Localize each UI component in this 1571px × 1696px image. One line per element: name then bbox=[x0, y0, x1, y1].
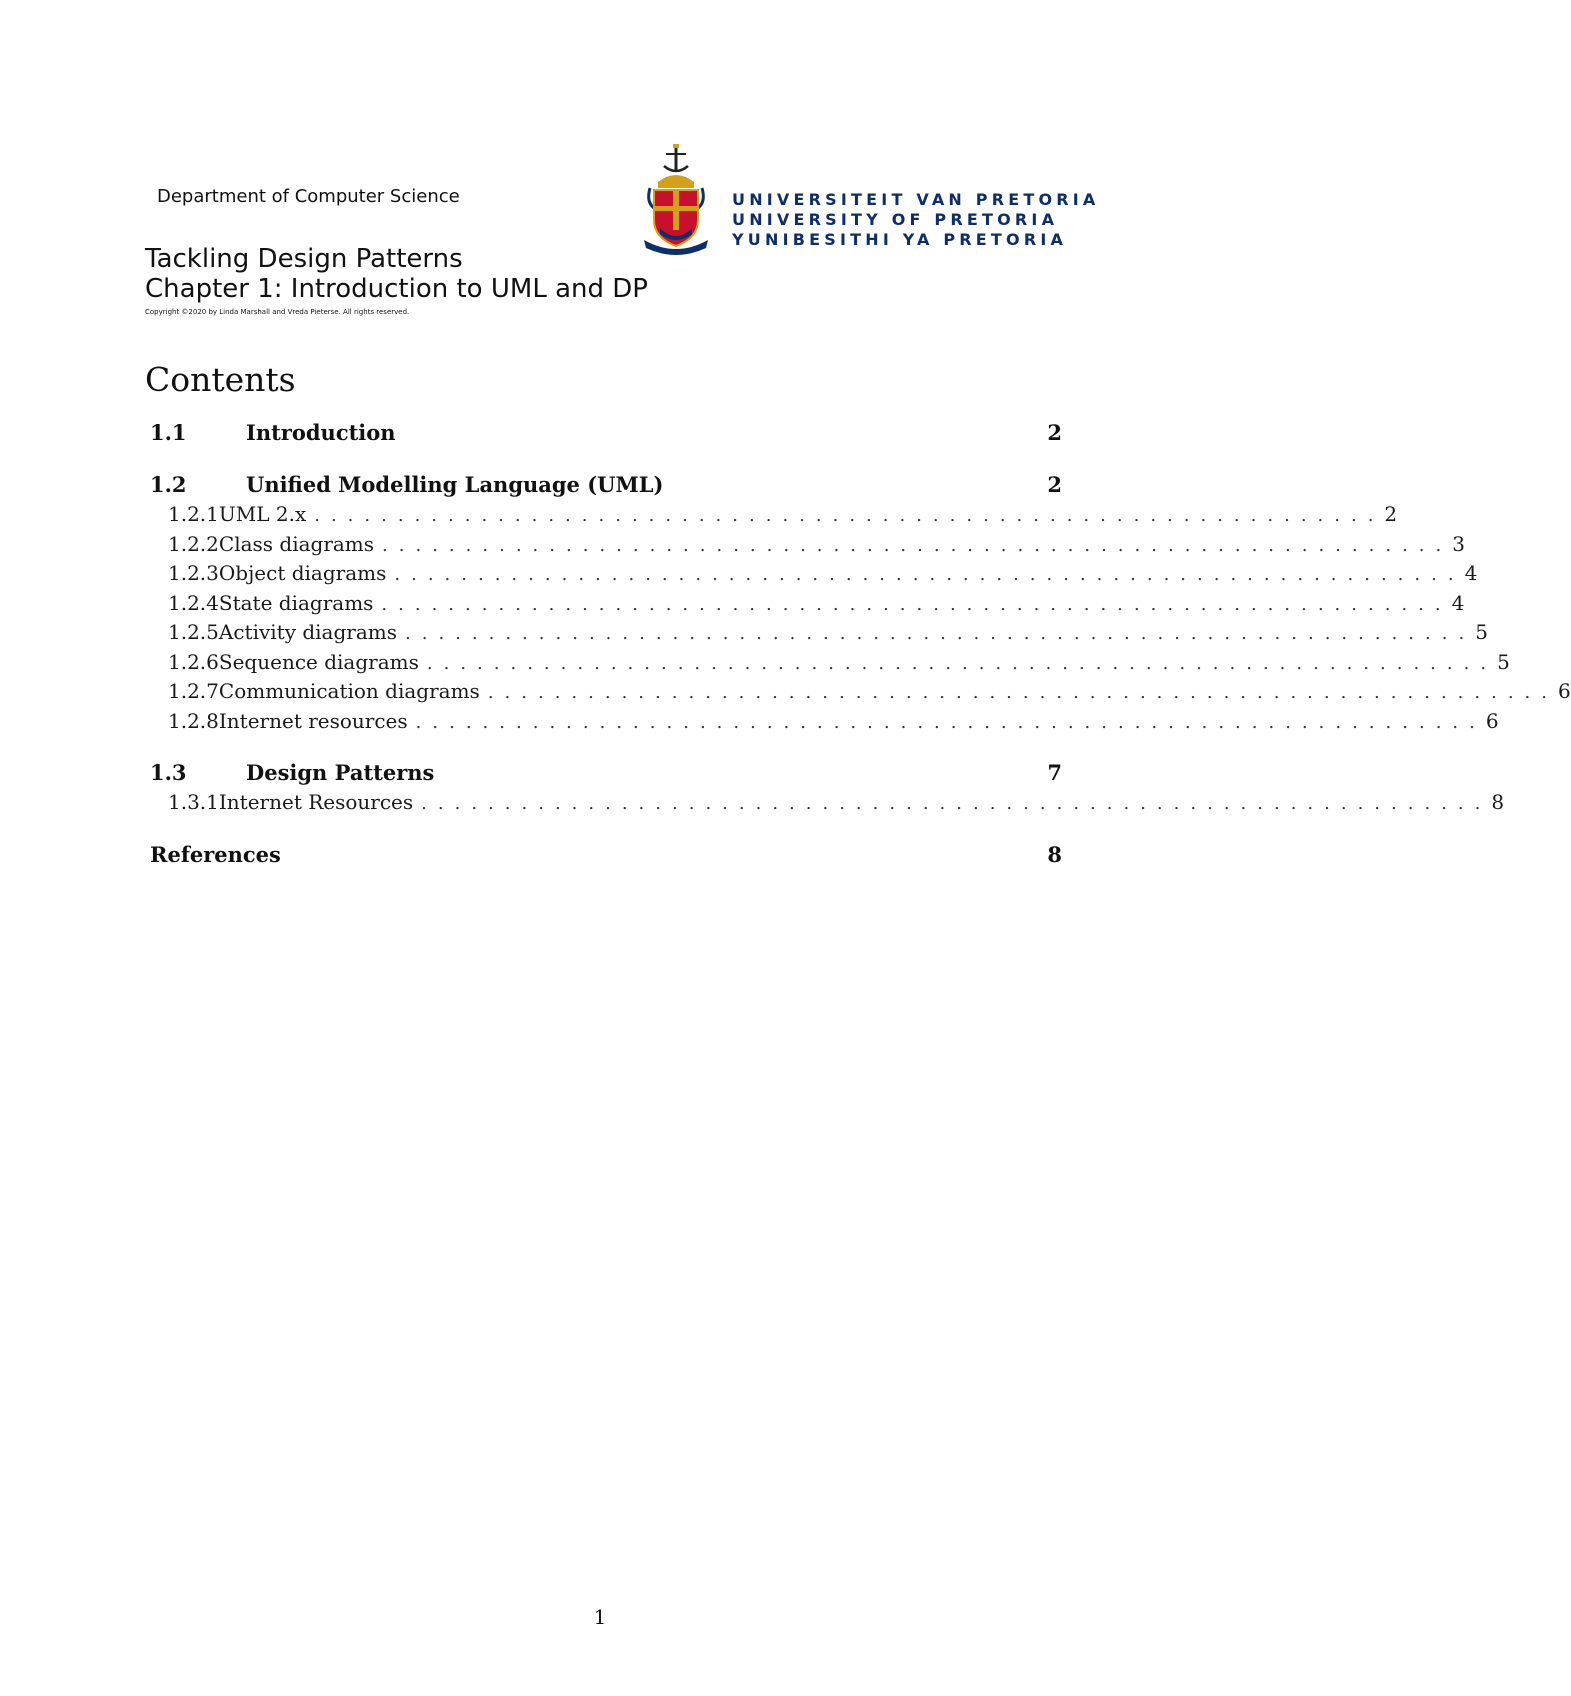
toc-section[interactable] bbox=[150, 472, 1062, 502]
contents-heading: Contents bbox=[145, 360, 296, 399]
toc-references[interactable] bbox=[150, 842, 1062, 872]
toc-section-page: 7 bbox=[1047, 760, 1062, 785]
toc-dot-leader: ................................................................ bbox=[415, 711, 1486, 733]
toc-dot-leader: ................................................................ bbox=[314, 505, 1385, 526]
title-line-2: Chapter 1: Introduction to UML and DP bbox=[145, 274, 648, 304]
toc-dot-leader: ................................................................ bbox=[382, 534, 1453, 556]
toc-dot-leader: ................................................................ bbox=[487, 682, 1558, 703]
toc-dot-leader: ................................................................ bbox=[421, 793, 1492, 814]
university-name-afrikaans: UNIVERSITEIT VAN PRETORIA bbox=[732, 190, 1100, 209]
toc-subsection-number: 1.2.1 bbox=[168, 502, 219, 526]
toc-subsection-title: Communication diagrams bbox=[218, 679, 480, 703]
toc-subsection[interactable] bbox=[150, 790, 1505, 820]
toc-section[interactable] bbox=[150, 420, 1062, 450]
toc-subsection-number: 1.3.1 bbox=[168, 790, 219, 814]
copyright-notice: Copyright ©2020 by Linda Marshall and Vreda Pieterse. All rights reserved. bbox=[145, 308, 410, 316]
university-name-english: UNIVERSITY OF PRETORIA bbox=[732, 210, 1059, 229]
toc-subsection-page: 8 bbox=[1491, 790, 1505, 814]
toc-subsection[interactable] bbox=[150, 679, 1571, 709]
toc-section-page: 2 bbox=[1047, 472, 1062, 497]
toc-subsection-number: 1.2.8 bbox=[168, 708, 219, 733]
toc-subsection[interactable] bbox=[150, 649, 1510, 680]
toc-dot-leader: ................................................................ bbox=[394, 564, 1465, 585]
toc-section-number: 1.1 bbox=[150, 420, 187, 445]
toc-subsection-number: 1.2.4 bbox=[168, 590, 219, 615]
toc-subsection-number: 1.2.6 bbox=[168, 649, 219, 674]
document-title bbox=[145, 244, 648, 304]
toc-subsection-page: 4 bbox=[1464, 561, 1478, 585]
toc-section[interactable] bbox=[150, 760, 1062, 790]
toc-subsection-number: 1.2.2 bbox=[168, 531, 219, 556]
toc-subsection-number: 1.2.3 bbox=[168, 561, 219, 585]
toc-subsection[interactable] bbox=[150, 590, 1465, 621]
toc-subsection[interactable] bbox=[150, 502, 1398, 532]
toc-subsection-title: Activity diagrams bbox=[218, 620, 397, 644]
toc-subsection-title: State diagrams bbox=[218, 590, 374, 615]
university-name-sepedi: YUNIBESITHI YA PRETORIA bbox=[732, 230, 1068, 249]
toc-subsection-number: 1.2.5 bbox=[168, 620, 219, 644]
toc-subsection-page: 6 bbox=[1558, 679, 1571, 703]
toc-dot-leader: ................................................................ bbox=[405, 623, 1476, 644]
department-name: Department of Computer Science bbox=[157, 186, 460, 207]
toc-section-title: References bbox=[150, 841, 281, 867]
toc-subsection-page: 2 bbox=[1384, 502, 1398, 526]
toc-section-page: 8 bbox=[1047, 841, 1062, 867]
toc-subsection-number: 1.2.7 bbox=[168, 679, 219, 703]
table-of-contents bbox=[150, 420, 1571, 872]
toc-subsection[interactable] bbox=[150, 561, 1478, 591]
toc-subsection-title: Internet resources bbox=[218, 708, 408, 733]
toc-dot-leader: ................................................................ bbox=[381, 593, 1452, 615]
toc-subsection[interactable] bbox=[150, 620, 1488, 650]
toc-section-page: 2 bbox=[1047, 420, 1062, 445]
page-number: 1 bbox=[593, 1605, 607, 1629]
toc-subsection-page: 6 bbox=[1485, 708, 1499, 733]
toc-subsection-title: Class diagrams bbox=[218, 531, 375, 556]
toc-section-number: 1.2 bbox=[150, 472, 187, 497]
toc-subsection-title: Sequence diagrams bbox=[218, 649, 419, 674]
toc-subsection-page: 4 bbox=[1451, 590, 1465, 615]
toc-section-number: 1.3 bbox=[150, 760, 187, 785]
toc-subsection[interactable] bbox=[150, 708, 1499, 739]
toc-dot-leader: ................................................................ bbox=[426, 652, 1498, 674]
toc-subsection[interactable] bbox=[150, 531, 1465, 562]
title-line-1: Tackling Design Patterns bbox=[145, 244, 463, 274]
toc-section-title: Introduction bbox=[246, 420, 396, 445]
toc-subsection-page: 3 bbox=[1452, 531, 1465, 556]
toc-subsection-page: 5 bbox=[1497, 649, 1510, 674]
university-crest-icon bbox=[640, 142, 712, 254]
toc-subsection-title: Internet Resources bbox=[218, 790, 414, 814]
toc-subsection-title: UML 2.x bbox=[218, 502, 307, 526]
toc-subsection-title: Object diagrams bbox=[218, 561, 387, 585]
toc-subsection-page: 5 bbox=[1475, 620, 1488, 644]
toc-section-title: Unified Modelling Language (UML) bbox=[246, 472, 664, 497]
university-names bbox=[732, 190, 1100, 250]
toc-section-title: Design Patterns bbox=[246, 760, 435, 785]
